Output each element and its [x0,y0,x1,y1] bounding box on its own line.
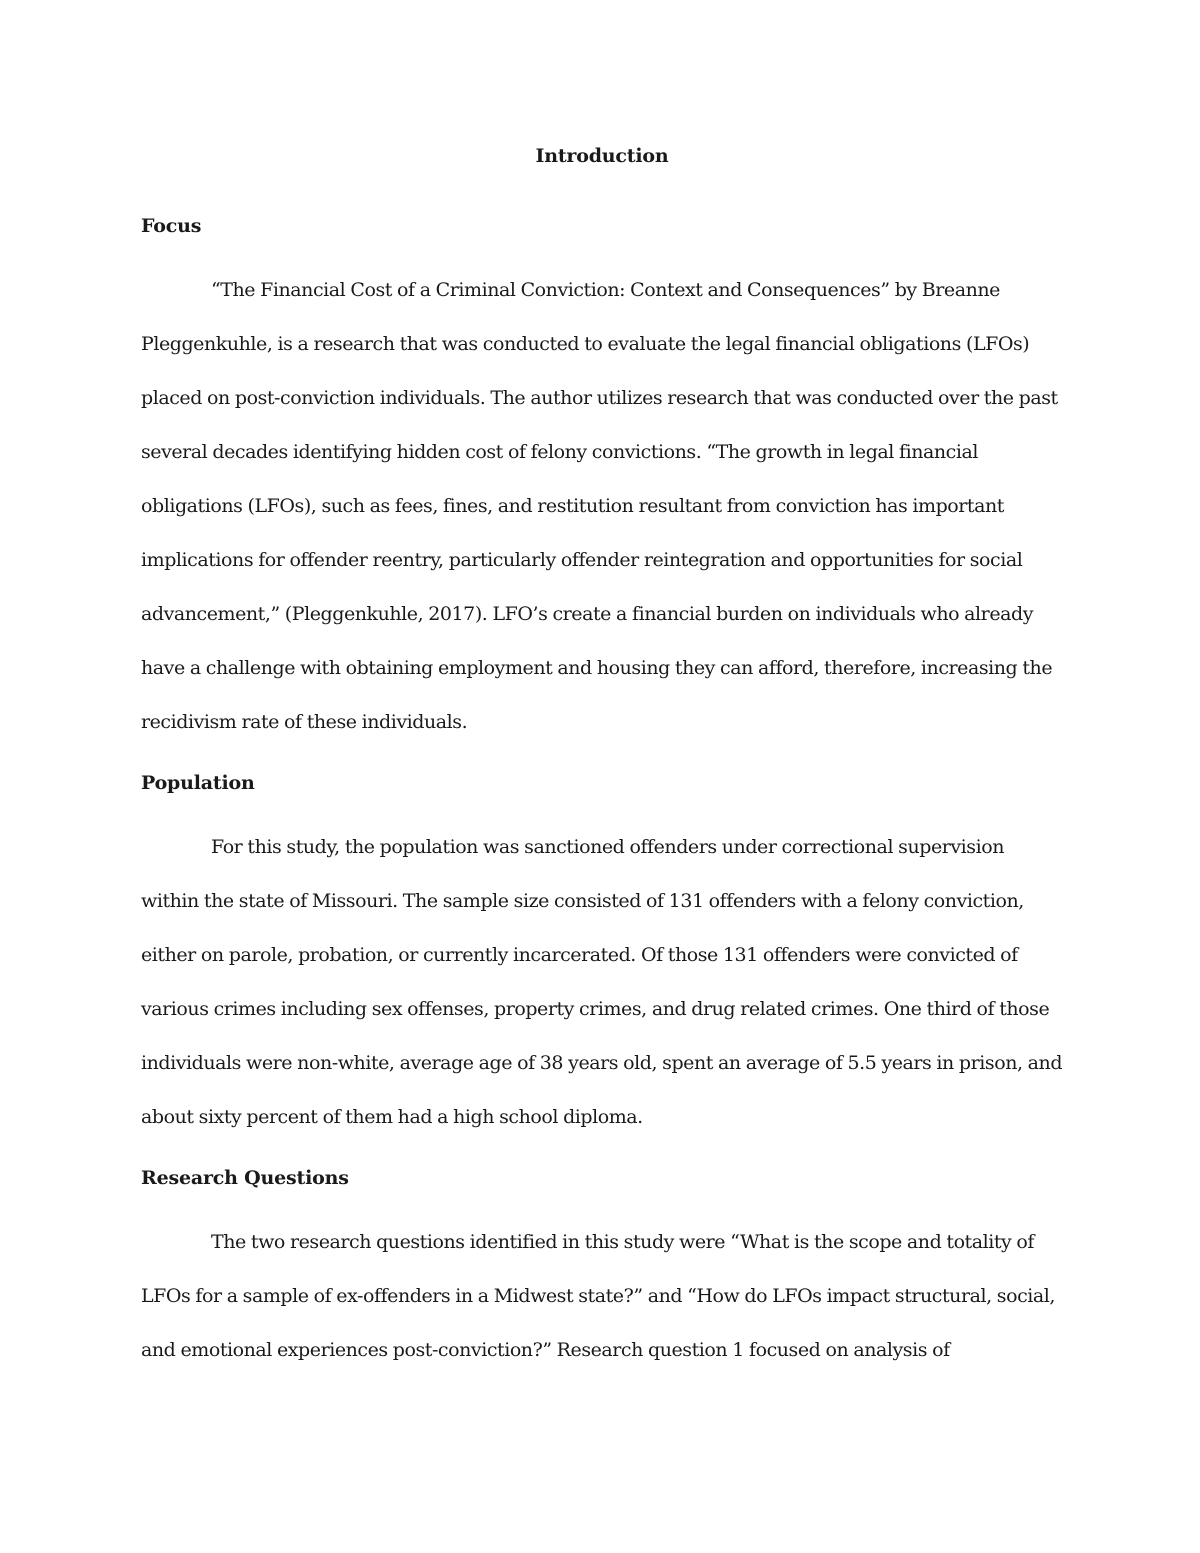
section-paragraph-focus: “The Financial Cost of a Criminal Conviction: Context and Consequences” by Breanne Pleggenkuhle, is a research that was conducted to evaluate the legal financial obligations (LFOs) placed on post-conviction individuals. The author utilizes research that was conducted over the past several decades identifying hidden cost of felony convictions. “The growth in legal financial obligations (LFOs), such as fees, fines, and restitution resultant from conviction has important implications for offender reentry, particularly offender reintegration and opportunities for social advancement,” (Pleggenkuhle, 2017). LFO’s create a financial burden on individuals who already have a challenge with obtaining employment and housing they can afford, therefore, increasing the recidivism rate of these individuals. [141,279,1058,733]
section-heading-population: Population [141,772,255,794]
section-heading-focus: Focus [141,215,202,237]
section-heading-research-questions: Research Questions [141,1167,349,1189]
section-paragraph-population: For this study, the population was sanctioned offenders under correctional supervision within the state of Missouri. The sample size consisted of 131 offenders with a felony conviction, either on parole, probation, or currently incarcerated. Of those 131 offenders were convicted of various crimes including sex offenses, property crimes, and drug related crimes. One third of those individuals were non-white, average age of 38 years old, spent an average of 5.5 years in prison, and about sixty percent of them had a high school diploma. [141,836,1063,1128]
page-title: Introduction [535,145,669,167]
document-body [141,138,1063,1377]
section-paragraph-research-questions: The two research questions identified in this study were “What is the scope and totality of LFOs for a sample of ex-offenders in a Midwest state?” and “How do LFOs impact structural, social, and emotional experiences post-conviction?” Research question 1 focused on analysis of [141,1231,1055,1361]
